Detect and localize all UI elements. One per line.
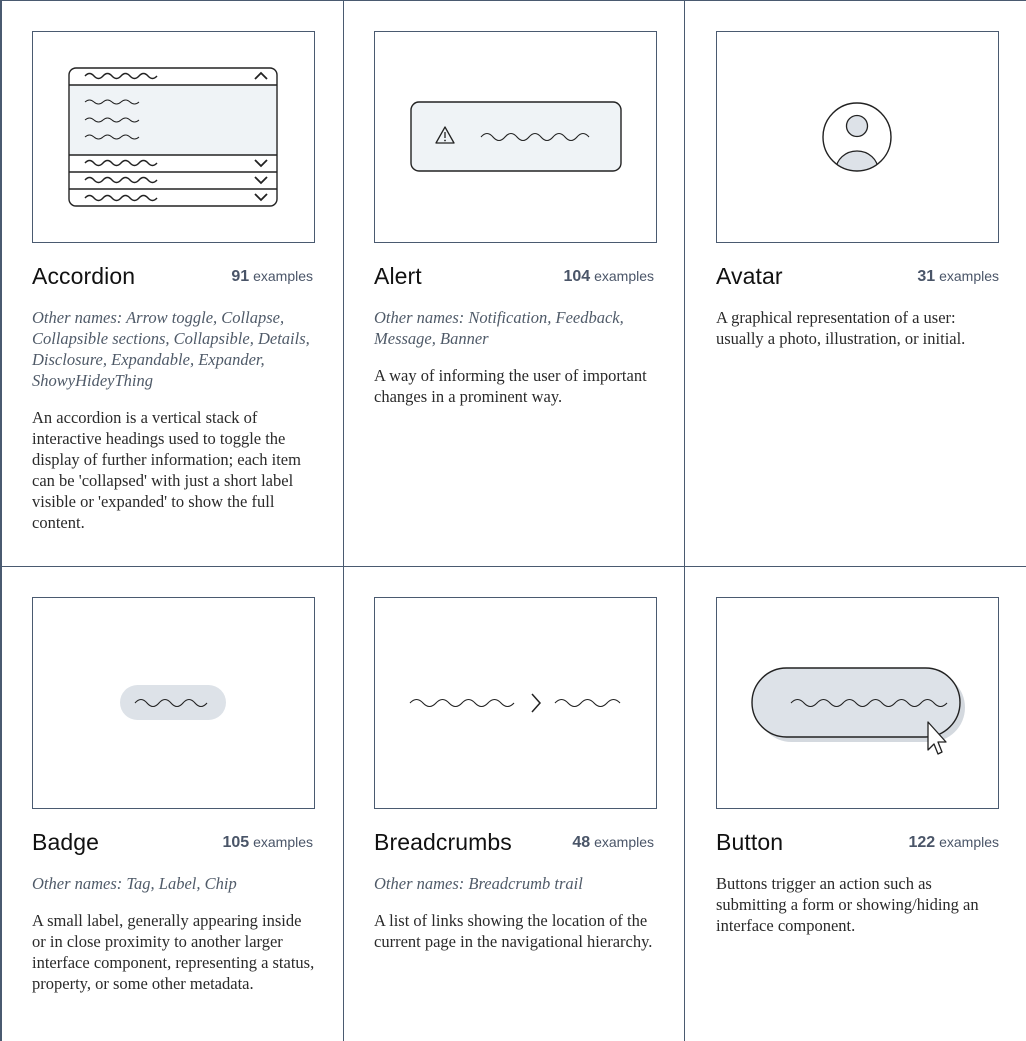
card-description: A way of informing the user of important changes in a prominent way. bbox=[374, 366, 647, 406]
example-count bbox=[908, 834, 999, 852]
card-accordion[interactable] bbox=[2, 1, 344, 567]
count-number: 104 bbox=[563, 268, 591, 285]
card-title[interactable]: Breadcrumbs bbox=[374, 829, 512, 855]
card-description: An accordion is a vertical stack of interactive headings used to toggle the display of further information; each item can be 'collapsed' with just a short label visible or 'expanded' to show the full content. bbox=[32, 408, 301, 532]
count-suffix: examples bbox=[253, 834, 313, 850]
card-title[interactable]: Badge bbox=[32, 829, 100, 855]
badge-illustration[interactable] bbox=[32, 597, 315, 809]
card-badge[interactable] bbox=[2, 567, 344, 1041]
count-suffix: examples bbox=[939, 834, 999, 850]
card-description: A list of links showing the location of the current page in the navigational hierarchy. bbox=[374, 911, 653, 951]
count-suffix: examples bbox=[253, 268, 313, 284]
breadcrumbs-illustration[interactable] bbox=[374, 597, 657, 809]
card-description: A graphical representation of a user: usually a photo, illustration, or initial. bbox=[716, 308, 966, 348]
card-avatar[interactable] bbox=[685, 1, 1026, 567]
count-suffix: examples bbox=[594, 834, 654, 850]
count-number: 122 bbox=[908, 834, 936, 851]
card-body bbox=[32, 873, 317, 994]
other-names: Other names: Notification, Feedback, Message, Banner bbox=[374, 308, 624, 348]
card-breadcrumbs[interactable] bbox=[344, 567, 685, 1041]
other-names: Other names: Tag, Label, Chip bbox=[32, 874, 237, 893]
avatar-illustration[interactable] bbox=[716, 31, 999, 243]
card-title[interactable]: Accordion bbox=[32, 263, 136, 289]
card-alert[interactable] bbox=[344, 1, 685, 567]
card-button[interactable] bbox=[685, 567, 1026, 1041]
example-count bbox=[563, 268, 654, 286]
count-number: 48 bbox=[572, 834, 591, 851]
example-count bbox=[917, 268, 999, 286]
card-title[interactable]: Avatar bbox=[716, 263, 783, 289]
count-number: 31 bbox=[917, 268, 936, 285]
card-title[interactable]: Alert bbox=[374, 263, 422, 289]
card-title[interactable]: Button bbox=[716, 829, 784, 855]
alert-illustration[interactable] bbox=[374, 31, 657, 243]
other-names: Other names: Arrow toggle, Collapse, Collapsible sections, Collapsible, Details, Disclosure, Expandable, Expander, ShowyHideyThing bbox=[32, 308, 310, 390]
card-body bbox=[374, 307, 659, 407]
card-description: A small label, generally appearing inside or in close proximity to another larger interface component, representing a status, property, or some other metadata. bbox=[32, 911, 315, 993]
card-body bbox=[716, 307, 1001, 349]
example-count bbox=[231, 268, 313, 286]
other-names: Other names: Breadcrumb trail bbox=[374, 874, 583, 893]
example-count bbox=[572, 834, 654, 852]
count-number: 91 bbox=[231, 268, 250, 285]
count-suffix: examples bbox=[939, 268, 999, 284]
count-number: 105 bbox=[222, 834, 250, 851]
button-illustration[interactable] bbox=[716, 597, 999, 809]
count-suffix: examples bbox=[594, 268, 654, 284]
card-description: Buttons trigger an action such as submitting a form or showing/hiding an interface component. bbox=[716, 874, 979, 935]
accordion-illustration[interactable] bbox=[32, 31, 315, 243]
example-count bbox=[222, 834, 313, 852]
card-body bbox=[32, 307, 317, 533]
card-body bbox=[716, 873, 1001, 936]
card-body bbox=[374, 873, 659, 952]
